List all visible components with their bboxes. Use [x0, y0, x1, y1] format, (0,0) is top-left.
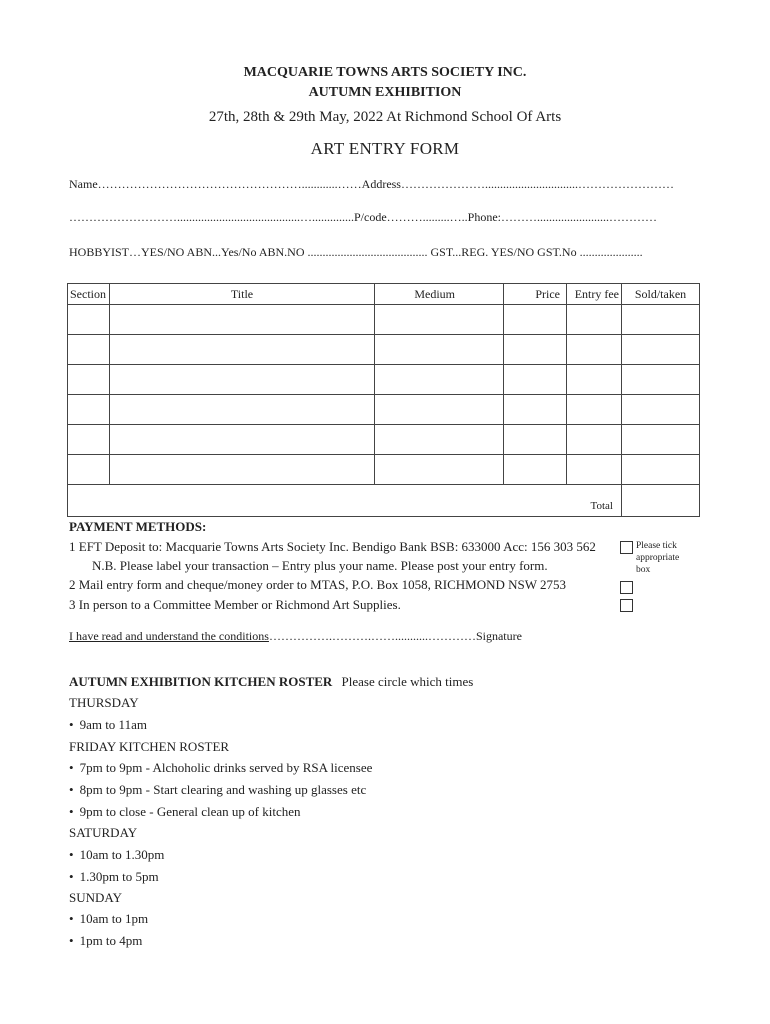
day-thursday: THURSDAY — [69, 695, 139, 710]
day-saturday: SATURDAY — [69, 825, 138, 840]
cell-sold-taken[interactable] — [622, 455, 700, 485]
table-row — [68, 395, 700, 425]
table-row — [68, 335, 700, 365]
cell-sold-taken[interactable] — [622, 305, 700, 335]
mail-checkbox[interactable] — [620, 581, 633, 594]
col-sold-taken: Sold/taken — [622, 284, 700, 305]
table-row — [68, 455, 700, 485]
cell-sold-taken[interactable] — [622, 335, 700, 365]
cell-title[interactable] — [110, 455, 375, 485]
table-row — [68, 365, 700, 395]
cell-entry-fee[interactable] — [567, 395, 622, 425]
cell-sold-taken[interactable] — [622, 425, 700, 455]
roster-slot[interactable]: • 8pm to 9pm - Start clearing and washing up glasses etc — [69, 782, 366, 798]
cell-section[interactable] — [68, 365, 110, 395]
cell-title[interactable] — [110, 305, 375, 335]
cell-price[interactable] — [504, 395, 567, 425]
form-title: ART ENTRY FORM — [310, 139, 460, 158]
roster-slot[interactable]: • 7pm to 9pm - Alchoholic drinks served by RSA licensee — [69, 760, 372, 776]
cell-entry-fee[interactable] — [567, 425, 622, 455]
roster-slot[interactable]: • 10am to 1pm — [69, 911, 148, 927]
cell-medium[interactable] — [375, 455, 504, 485]
cell-price[interactable] — [504, 365, 567, 395]
roster-slot[interactable]: • 9pm to close - General clean up of kitchen — [69, 804, 300, 820]
roster-heading-line — [69, 674, 473, 690]
cell-medium[interactable] — [375, 395, 504, 425]
cell-entry-fee[interactable] — [567, 365, 622, 395]
cell-price[interactable] — [504, 455, 567, 485]
tick-note-2: appropriate — [636, 553, 680, 563]
col-entry-fee: Entry fee — [567, 284, 622, 305]
roster-slot[interactable]: • 9am to 11am — [69, 717, 147, 733]
total-label: Total — [68, 485, 622, 517]
signature-field[interactable]: …………….……….……...........………… — [268, 629, 476, 643]
cell-sold-taken[interactable] — [622, 395, 700, 425]
tick-note-1: Please tick — [636, 541, 677, 551]
cell-entry-fee[interactable] — [567, 305, 622, 335]
cell-title[interactable] — [110, 425, 375, 455]
table-row — [68, 425, 700, 455]
total-value-cell[interactable] — [622, 485, 700, 517]
roster-slot[interactable]: • 1pm to 4pm — [69, 933, 142, 949]
in-person-checkbox[interactable] — [620, 599, 633, 612]
cell-sold-taken[interactable] — [622, 365, 700, 395]
day-friday: FRIDAY KITCHEN ROSTER — [69, 739, 230, 754]
cell-section[interactable] — [68, 425, 110, 455]
cell-medium[interactable] — [375, 305, 504, 335]
name-address-field[interactable]: Name……………………………………………............……Address…………………...............................…………………… — [69, 177, 674, 191]
tick-note-3: box — [636, 565, 651, 575]
cell-price[interactable] — [504, 335, 567, 365]
declaration-text: I have read and understand the conditions — [69, 629, 269, 643]
cell-medium[interactable] — [375, 335, 504, 365]
total-row — [68, 485, 700, 517]
hobbyist-abn-gst-field[interactable]: HOBBYIST…YES/NO ABN...Yes/No ABN.NO ........................................ GST...REG. YES/NO GST.No ..................... — [69, 245, 643, 259]
postcode-phone-field[interactable]: ……………………….........................................…..............P/code……….........…..Phone:………........................………… — [69, 210, 657, 224]
col-medium: Medium — [375, 284, 504, 305]
col-section: Section — [68, 284, 110, 305]
cell-section[interactable] — [68, 455, 110, 485]
signature-label: Signature — [475, 629, 522, 643]
declaration-line — [69, 629, 522, 644]
cell-price[interactable] — [504, 305, 567, 335]
cell-title[interactable] — [110, 335, 375, 365]
roster-slot[interactable]: • 10am to 1.30pm — [69, 847, 164, 863]
roster-slot[interactable]: • 1.30pm to 5pm — [69, 869, 159, 885]
cell-medium[interactable] — [375, 365, 504, 395]
event-dates: 27th, 28th & 29th May, 2022 At Richmond School Of Arts — [208, 109, 562, 125]
cell-medium[interactable] — [375, 425, 504, 455]
col-price: Price — [504, 284, 567, 305]
cell-price[interactable] — [504, 425, 567, 455]
table-row — [68, 305, 700, 335]
org-name: MACQUARIE TOWNS ARTS SOCIETY INC. — [243, 65, 527, 80]
event-name: AUTUMN EXHIBITION — [308, 85, 462, 100]
payment-option-in-person: 3 In person to a Committee Member or Richmond Art Supplies. — [69, 597, 401, 612]
col-title: Title — [110, 284, 375, 305]
roster-heading: AUTUMN EXHIBITION KITCHEN ROSTER — [69, 674, 333, 689]
table-header-row — [68, 284, 700, 305]
cell-title[interactable] — [110, 395, 375, 425]
cell-section[interactable] — [68, 305, 110, 335]
roster-instruction: Please circle which times — [341, 674, 474, 689]
cell-section[interactable] — [68, 335, 110, 365]
payment-option-mail: 2 Mail entry form and cheque/money order to MTAS, P.O. Box 1058, RICHMOND NSW 2753 — [69, 577, 567, 592]
entry-table — [67, 283, 700, 517]
day-sunday: SUNDAY — [69, 890, 122, 905]
payment-option-eft: 1 EFT Deposit to: Macquarie Towns Arts Society Inc. Bendigo Bank BSB: 633000 Acc: 156 303 562 — [69, 539, 596, 554]
cell-title[interactable] — [110, 365, 375, 395]
cell-entry-fee[interactable] — [567, 335, 622, 365]
cell-section[interactable] — [68, 395, 110, 425]
cell-entry-fee[interactable] — [567, 455, 622, 485]
payment-heading: PAYMENT METHODS: — [69, 519, 207, 534]
payment-note: N.B. Please label your transaction – Entry plus your name. Please post your entry form. — [92, 558, 548, 573]
eft-checkbox[interactable] — [620, 541, 633, 554]
